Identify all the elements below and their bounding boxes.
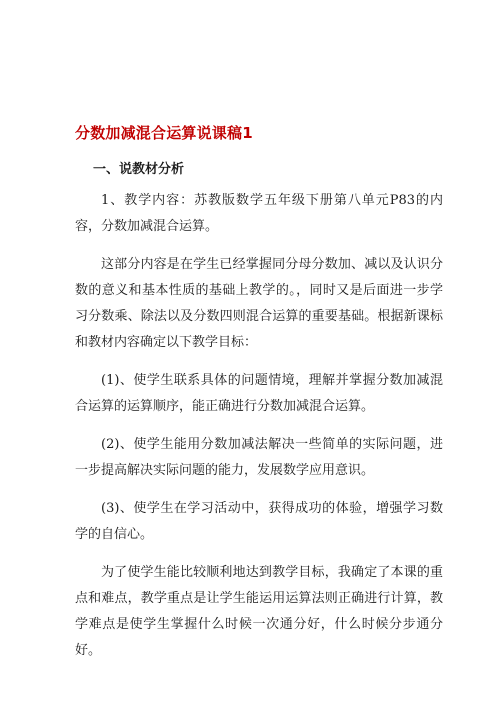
paragraph-background: 这部分内容是在学生已经掌握同分母分数加、减以及认识分数的意义和基本性质的基础上教学的。，同时又是后面进一步学习分数乘、除法以及分数四则混合运算的重要基础。根据新课标和教材内容确定以下教学目标： [75,257,443,350]
paragraph-teaching-content: 1、教学内容：苏教版数学五年级下册第八单元P83的内容，分数加减混合运算。 [75,193,443,234]
paragraph-key-points: 为了使学生能比较顺利地达到教学目标，我确定了本课的重点和难点，教学重点是让学生能运用运算法则正确进行计算，教学难点是使学生掌握什么时候一次通分好，什么时候分步通分 好。 [75,565,443,658]
paragraph-goal-2: (2)、使学生能用分数加减法解决一些简单的实际问题，进一步提高解决实际问题的能力，发展数学应用意识。 [75,437,443,478]
document-title: 分数加减混合运算说课稿1 [75,124,253,142]
paragraph-goal-3: (3)、使学生在学习活动中，获得成功的体验，增强学习数学的自信心。 [75,501,443,542]
section-heading: 一、说教材分析 [93,162,185,177]
document-body [75,188,443,676]
paragraph-goal-1: (1)、使学生联系具体的问题情境，理解并掌握分数加减混合运算的运算顺序，能正确进行分数加减混合运算。 [75,373,443,414]
